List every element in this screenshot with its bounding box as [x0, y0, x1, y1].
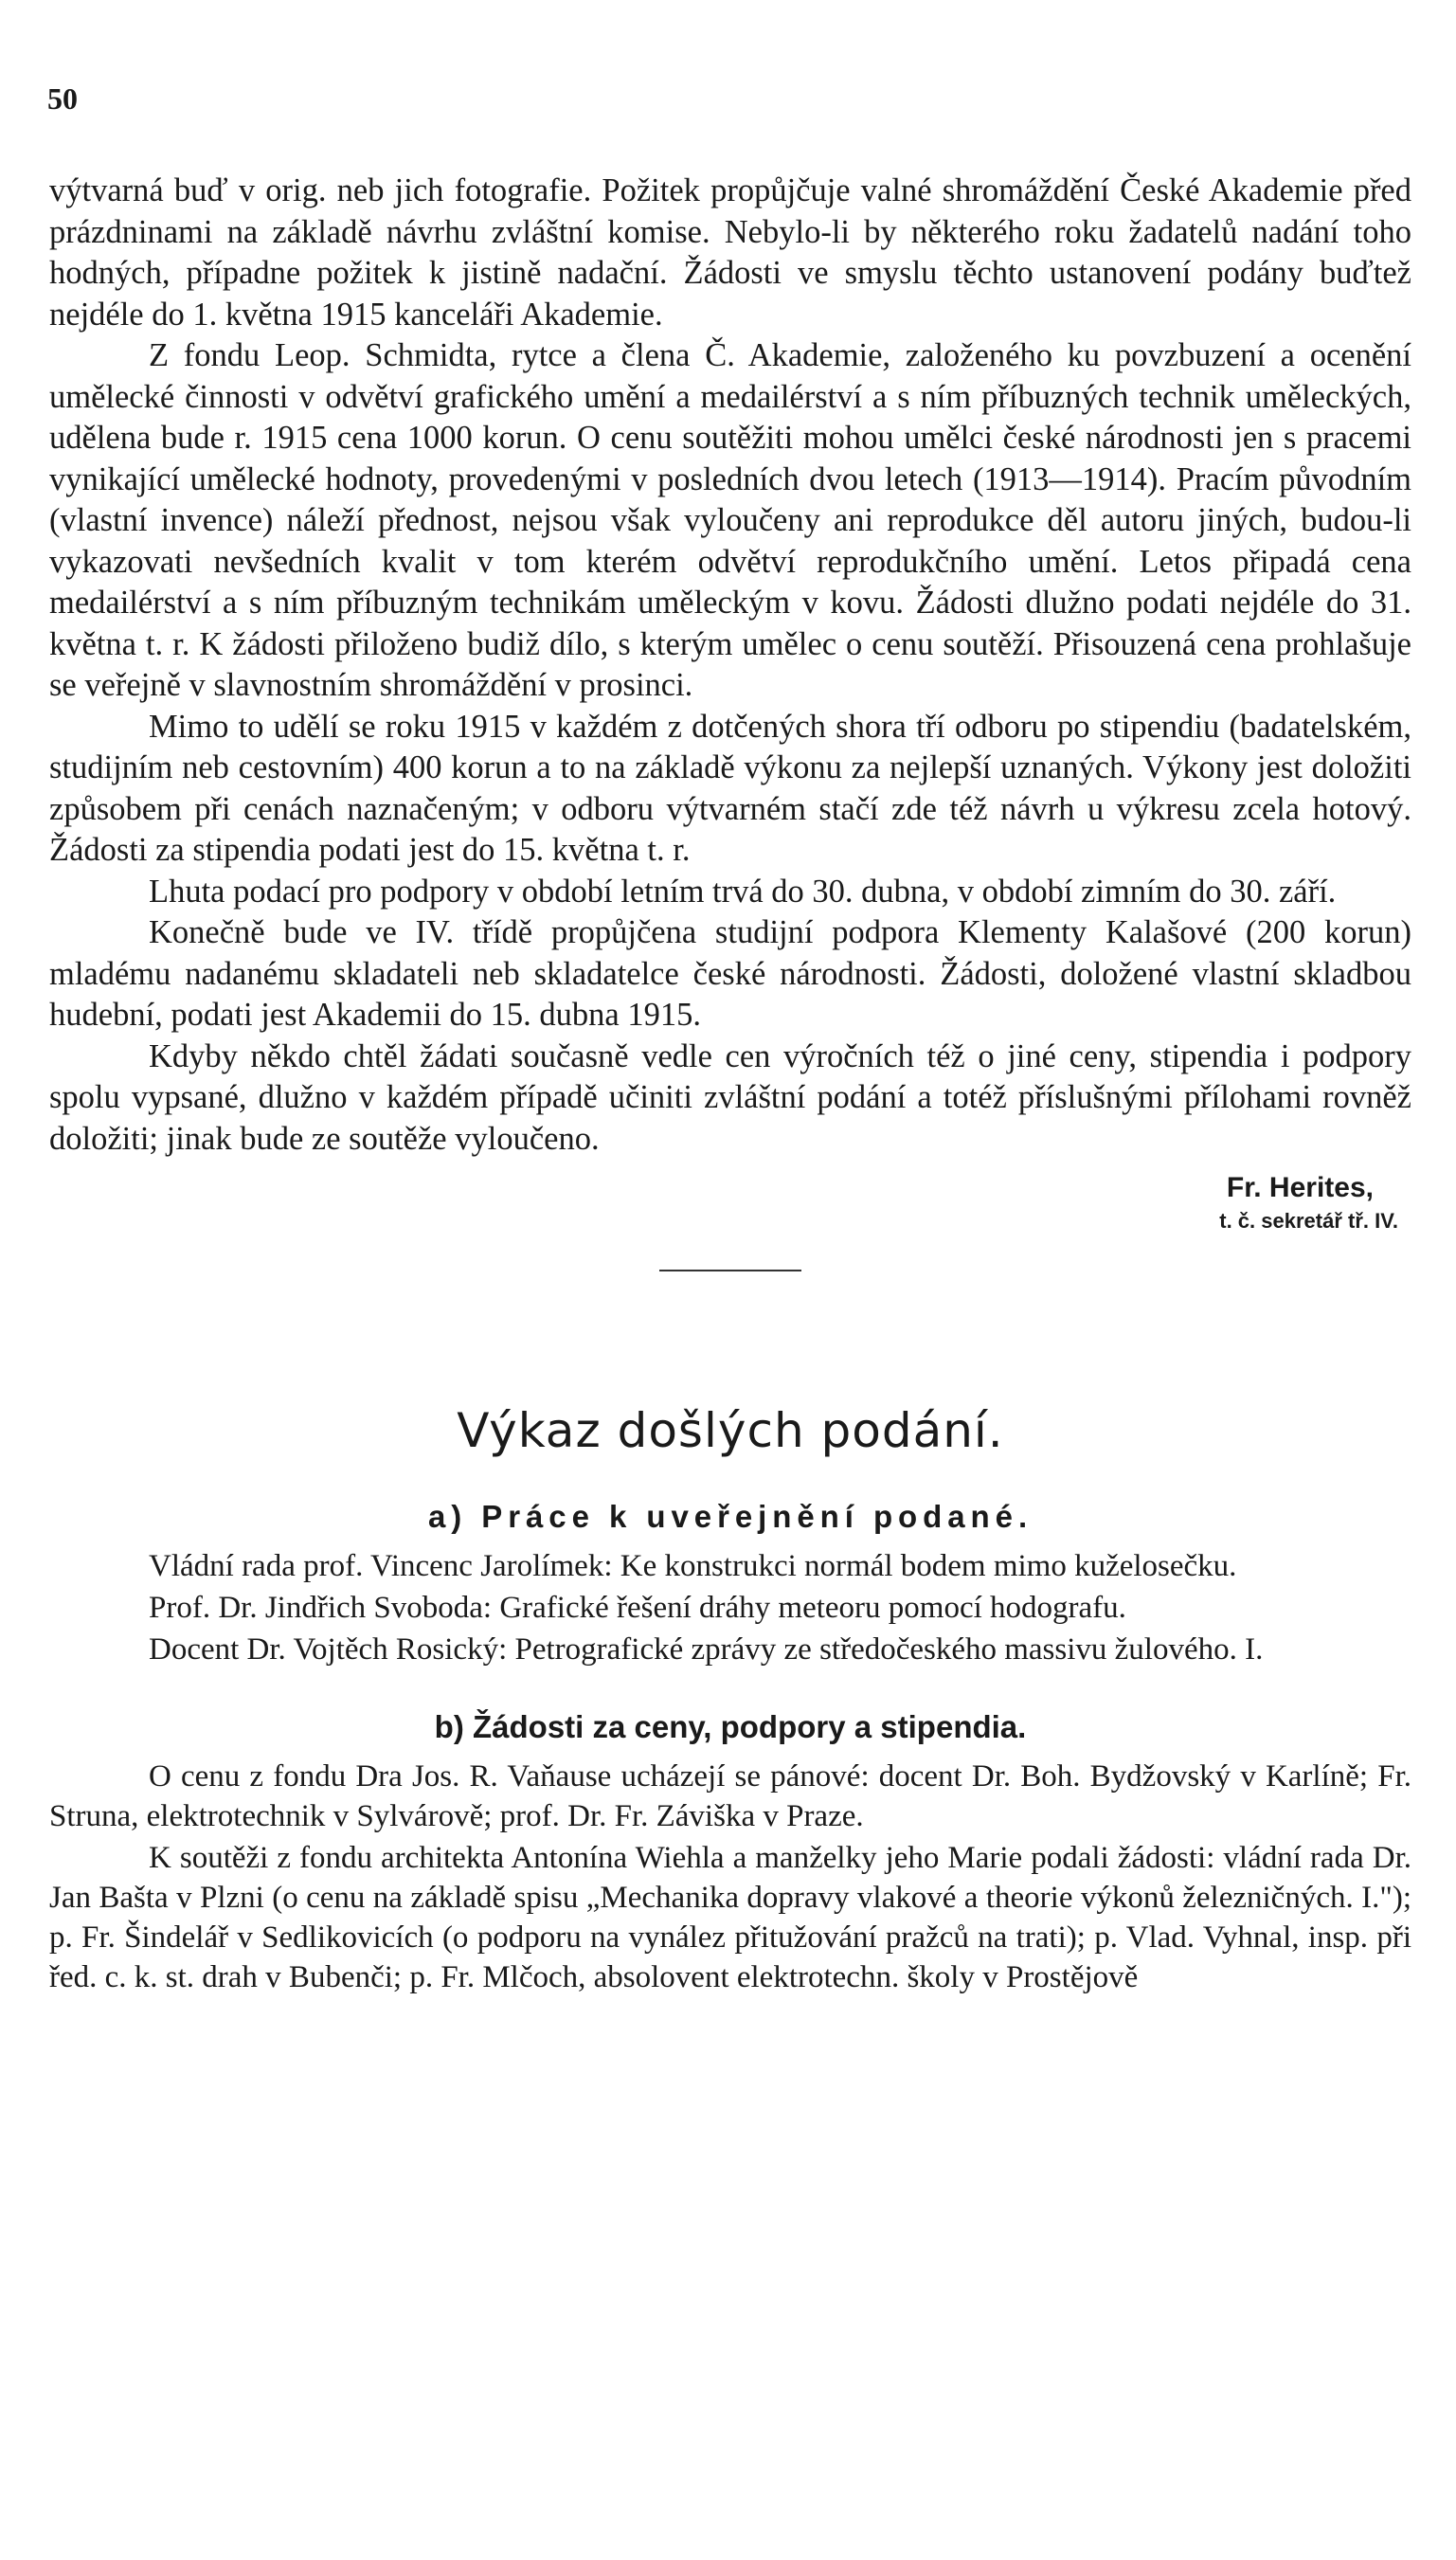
section-b-heading	[49, 1705, 1411, 1749]
paragraph-5: Konečně bude ve IV. třídě propůjčena studijní podpora Klementy Kalašové (200 korun) mladému nadanému skladateli neb skladatelce české národnosti. Žádosti, doložené vlastní skladbou hudební, podati jest Akademii do 15. dubna 1915.	[49, 914, 1411, 1033]
paragraph-6: Kdyby někdo chtěl žádati současně vedle cen výročních též o jiné ceny, stipendia i podpory spolu vypsané, dlužno v každém případě učiniti zvláštní podání a totéž příslušnými přílohami rovněž doložiti; jinak bude ze soutěže vyloučeno.	[49, 1037, 1411, 1157]
paragraph-2: Z fondu Leop. Schmidta, rytce a člena Č. Akademie, založeného ku povzbuzení a ocenění umělecké činnosti v odvětví grafického umění a medailérství a s ním příbuzných technik uměleckých, udělena bude r. 1915 cena 1000 korun. O cenu soutěžiti mohou umělci české národnosti jen s pracemi vynikající umělecké hodnoty, provedenými v posledních dvou letech (1913—1914). Pracím původním (vlastní invence) náleží přednost, nejsou však vyloučeny ani reprodukce děl autoru jiných, budou-li vykazovati nevšedních kvalit v tom kterém odvětví reprodukčního umění. Letos připadá cena medailérství a s ním příbuzným technikám uměleckým v kovu. Žádosti dlužno podati nejdéle do 31. května t. r. K žádosti přiloženo budiž dílo, s kterým umělec o cenu soutěží. Přisouzená cena prohlašuje se veřejně v slavnostním shromáždění v prosinci.	[49, 337, 1411, 703]
list-item: Docent Dr. Vojtěch Rosický: Petrografické zprávy ze středočeského massivu žulového. I.	[149, 1632, 1264, 1667]
section-a-heading	[49, 1495, 1411, 1539]
report-title: Výkaz došlých podání.	[457, 1403, 1004, 1458]
section-a-heading-text: a) Práce k uveřejnění podané.	[427, 1499, 1034, 1534]
paragraph-1: výtvarná buď v orig. neb jich fotografie. Požitek propůjčuje valné shromáždění České Akademie před prázdninami na základě návrhu zvláštní komise. Nebylo-li by některého roku žadatelů nadání toho hodných, případne požitek k jistině nadační. Žádosti ve smyslu těchto ustanovení podány buďtež nejdéle do 1. května 1915 kanceláři Akademie.	[49, 172, 1411, 333]
page-body	[49, 171, 1411, 1999]
list-item: O cenu z fondu Dra Jos. R. Vaňause ucházejí se pánové: docent Dr. Boh. Bydžovský v Karlíně; Fr. Struna, elektrotechnik v Sylvárově; prof. Dr. Fr. Záviška v Praze.	[49, 1759, 1411, 1833]
paragraph-4: Lhuta podací pro podpory v období letním trvá do 30. dubna, v období zimním do 30. září.	[149, 873, 1337, 910]
page-number: 50	[47, 81, 78, 116]
list-item: Prof. Dr. Jindřich Svoboda: Grafické řešení dráhy meteoru pomocí hodografu.	[149, 1591, 1126, 1625]
section-b-entries	[49, 1757, 1411, 1997]
list-item: Vládní rada prof. Vincenc Jarolímek: Ke konstrukci normál bodem mimo kuželosečku.	[149, 1549, 1237, 1583]
section-a-entries	[49, 1546, 1411, 1669]
signature-name: Fr. Herites,	[1226, 1172, 1374, 1203]
list-item: K soutěži z fondu architekta Antonína Wiehla a manželky jeho Marie podali žádosti: vládní rada Dr. Jan Bašta v Plzni (o cenu na základě spisu „Mechanika dopravy vlakové a theorie výkonů železničných. I."); p. Fr. Šindelář v Sedlikovicích (o podporu na vynález přitužování pražců na trati); p. Vlad. Vyhnal, insp. při řed. c. k. st. drah v Bubenči; p. Fr. Mlčoch, absolovent elektrotechn. školy v Prostějově	[49, 1841, 1411, 1994]
paragraph-3: Mimo to udělí se roku 1915 v každém z dotčených shora tří odboru po stipendiu (badatelském, studijním neb cestovním) 400 korun a to na základě výkonu za nejlepší uznaných. Výkony jest doložiti způsobem při cenách naznačeným; v odboru výtvarném stačí zde též návrh u výkresu zcela hotový. Žádosti za stipendia podati jest do 15. května t. r.	[49, 708, 1411, 868]
signature-block	[49, 1169, 1411, 1235]
section-divider	[659, 1270, 801, 1271]
section-b-heading-text: b) Žádosti za ceny, podpory a stipendia.	[434, 1709, 1027, 1744]
signature-role: t. č. sekretář tř. IV.	[1219, 1209, 1398, 1233]
